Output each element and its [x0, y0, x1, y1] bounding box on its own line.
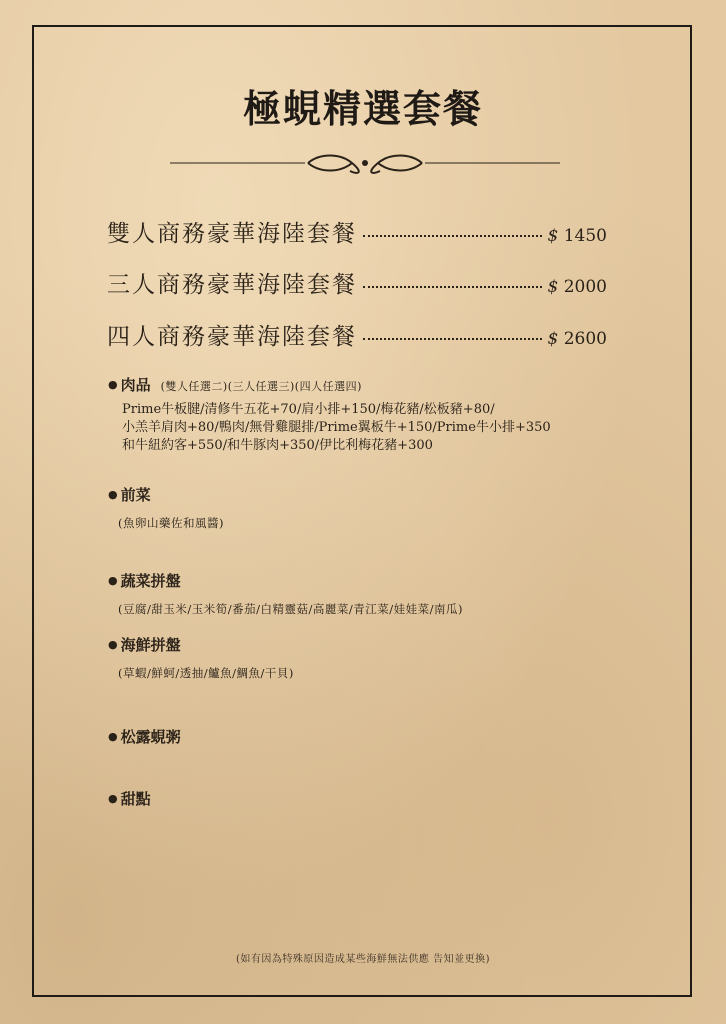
dot-leader	[363, 338, 542, 340]
meat-line: 小羔羊肩肉+80/鴨肉/無骨雞腿排/Prime翼板牛+150/Prime牛小排+350	[122, 420, 551, 435]
bullet-icon: ●	[108, 792, 118, 805]
menu-title: 極蜆精選套餐	[242, 86, 483, 131]
section-heading: 前菜	[120, 486, 151, 504]
bullet-icon: ●	[108, 378, 118, 391]
section-heading: 松露蜆粥	[120, 728, 181, 746]
bullet-icon: ●	[108, 730, 118, 743]
section-dessert	[108, 788, 151, 809]
section-meat	[108, 374, 551, 455]
meat-line: Prime牛板腱/清修牛五花+70/肩小排+150/梅花豬/松板豬+80/	[122, 402, 495, 417]
section-sub: (豆腐/甜玉米/玉米筍/番茄/白精靈菇/高麗菜/青江菜/娃娃菜/南瓜)	[118, 602, 463, 616]
set-row-3p	[107, 266, 607, 300]
set-price: $ 2000	[547, 277, 607, 297]
section-heading: 甜點	[120, 790, 151, 808]
set-name: 三人商務豪華海陸套餐	[107, 272, 357, 298]
section-porridge	[108, 726, 181, 747]
dot-leader	[363, 235, 542, 237]
bullet-icon: ●	[108, 488, 118, 501]
set-price: $ 1450	[547, 226, 607, 246]
dot-leader	[363, 286, 542, 288]
set-price: $ 2600	[547, 329, 607, 349]
footer-note: (如有因為特殊原因造成某些海鮮無法供應 告知並更換)	[236, 954, 490, 965]
set-name: 雙人商務豪華海陸套餐	[107, 221, 357, 247]
meat-line: 和牛紐約客+550/和牛豚肉+350/伊比利梅花豬+300	[122, 438, 433, 453]
bullet-icon: ●	[108, 574, 118, 587]
set-row-4p	[107, 318, 607, 352]
section-heading: 海鮮拼盤	[120, 636, 181, 654]
bullet-icon: ●	[108, 638, 118, 651]
set-name: 四人商務豪華海陸套餐	[107, 324, 357, 350]
section-note: (雙人任選二)(三人任選三)(四人任選四)	[160, 380, 362, 393]
section-appetizer	[108, 484, 224, 531]
section-heading: 蔬菜拼盤	[120, 572, 181, 590]
section-sub: (魚卵山藥佐和風醬)	[118, 516, 224, 530]
section-vegetables	[108, 570, 463, 617]
section-seafood	[108, 634, 294, 681]
ornament-divider	[170, 145, 560, 181]
set-row-2p	[107, 215, 607, 249]
section-sub: (草蝦/鮮蚵/透抽/鱸魚/鯛魚/干貝)	[118, 666, 294, 680]
section-heading: 肉品	[120, 376, 151, 394]
